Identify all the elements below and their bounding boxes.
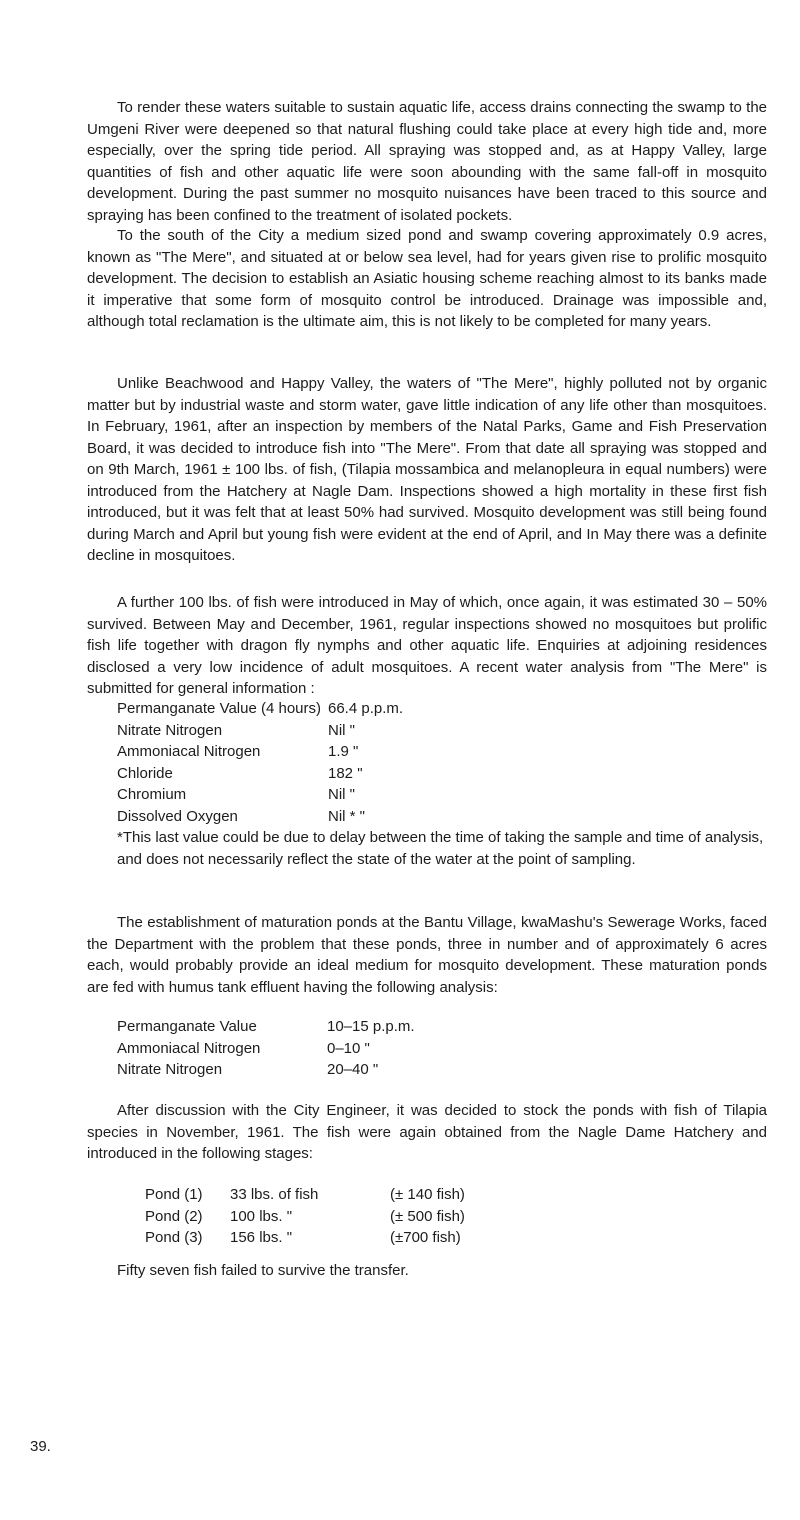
table-row	[117, 698, 403, 720]
paragraph-the-mere: To the south of the City a medium sized pond and swamp covering approximately 0.9 acres, known as "The Mere", and situated at or below sea level, had for years given rise to prolific mosquito development. The decision to establish an Asiatic housing scheme reaching almost to its banks made it imperative that some form of mosquito control be introduced. Drainage was impossible and, although total reclamation is the ultimate aim, this is not likely to be completed for many years.	[87, 227, 767, 330]
pond-label: Pond (1)	[145, 1186, 203, 1203]
pond-label: Pond (3)	[145, 1229, 203, 1246]
analysis-value: Nil "	[328, 721, 355, 739]
analysis-value: 1.9 "	[328, 743, 359, 760]
analysis-value: Nil * "	[328, 807, 365, 825]
table-row	[117, 784, 403, 806]
analysis-label: Dissolved Oxygen	[117, 807, 238, 825]
analysis-value: 66.4 p.p.m.	[328, 700, 404, 717]
table-row	[117, 741, 403, 763]
analysis-label: Ammoniacal Nitrogen	[117, 1039, 261, 1057]
pond-label: Pond (2)	[145, 1207, 203, 1225]
analysis-label: Chromium	[117, 786, 187, 803]
analysis-value: 10–15 p.p.m.	[327, 1018, 415, 1035]
analysis-label: Ammoniacal Nitrogen	[117, 743, 261, 760]
pond-count: (±700 fish)	[390, 1229, 461, 1246]
pond-weight: 156 lbs. "	[230, 1229, 293, 1246]
pond-count: (± 140 fish)	[390, 1186, 465, 1203]
analysis-value: 182 "	[328, 764, 363, 782]
analysis-label: Chloride	[117, 764, 173, 782]
analysis-value: 20–40 "	[327, 1061, 379, 1078]
analysis-label: Permanganate Value (4 hours)	[117, 700, 322, 717]
analysis-label: Permanganate Value	[117, 1018, 257, 1035]
closing-sentence: Fifty seven fish failed to survive the transfer.	[117, 1262, 409, 1279]
analysis-label: Nitrate Nitrogen	[117, 1061, 223, 1078]
paragraph-fish-introduction: Unlike Beachwood and Happy Valley, the waters of "The Mere", highly polluted not by organic matter but by industrial waste and storm water, gave little indication of any life other than mosquitoes. In February, 1961, after an inspection by members of the Natal Parks, Game and Fish Preservation Board, it was decided to introduce fish into "The Mere". From that date all spraying was stopped and on 9th March, 1961 ± 100 lbs. of fish, (Tilapia mossambica and melanopleura in equal numbers) were introduced from the Hatchery at Nagle Dam. Inspections showed a high mortality in these first fish introduced, but it was felt that at least 50% had survived. Mosquito development was still being found during March and April but young fish were evident at the end of April, and In May there was a definite decline in mosquitoes.	[87, 375, 767, 564]
table-row	[145, 1206, 465, 1228]
mere-analysis-table	[117, 698, 403, 827]
paragraph-further-fish: A further 100 lbs. of fish were introduced in May of which, once again, it was estimated 30 – 50% survived. Between May and December, 1961, regular inspections showed no mosquitoes but prolific fish life together with dragon fly nymphs and other aquatic life. Enquiries at adjoining residences disclosed a very low incidence of adult mosquitoes. A recent water analysis from "The Mere" is submitted for general information :	[87, 594, 767, 697]
pond-weight: 33 lbs. of fish	[230, 1186, 319, 1203]
table-row	[117, 806, 403, 828]
table-row	[117, 1016, 415, 1038]
paragraph-drains: To render these waters suitable to sustain aquatic life, access drains connecting the swamp to the Umgeni River were deepened so that natural flushing could take place at every high tide and, more especially, over the spring tide period. All spraying was stopped and, as at Happy Valley, large quantities of fish and other aquatic life were soon abounding with the same fall-off in mosquito development. During the past summer no mosquito nuisances have been traced to this source and spraying has been confined to the treatment of isolated pockets.	[87, 99, 767, 224]
paragraph-stocking: After discussion with the City Engineer, it was decided to stock the ponds with fish of Tilapia species in November, 1961. The fish were again obtained from the Nagle Dame Hatchery and introduced in the following stages:	[87, 1102, 767, 1162]
table-row	[117, 1038, 415, 1060]
pond-stocking-table	[145, 1184, 465, 1249]
table-row	[117, 1059, 415, 1081]
table-row	[145, 1184, 465, 1206]
table-row	[117, 763, 403, 785]
analysis-label: Nitrate Nitrogen	[117, 721, 223, 739]
page-number: 39.	[30, 1438, 51, 1455]
table-row	[117, 720, 403, 742]
paragraph-maturation-ponds: The establishment of maturation ponds at the Bantu Village, kwaMashu's Sewerage Works, faced the Department with the problem that these ponds, three in number and of approximately 6 acres each, would probably provide an ideal medium for mosquito development. These maturation ponds are fed with humus tank effluent having the following analysis:	[87, 914, 767, 996]
pond-weight: 100 lbs. "	[230, 1207, 293, 1225]
effluent-analysis-table	[117, 1016, 415, 1081]
analysis-value: Nil "	[328, 786, 355, 803]
pond-count: (± 500 fish)	[390, 1207, 465, 1225]
analysis-value: 0–10 "	[327, 1039, 370, 1057]
analysis-footnote: *This last value could be due to delay between the time of taking the sample and time of analysis, and does not necessarily reflect the state of the water at the point of sampling.	[117, 829, 764, 868]
table-row	[145, 1227, 465, 1249]
